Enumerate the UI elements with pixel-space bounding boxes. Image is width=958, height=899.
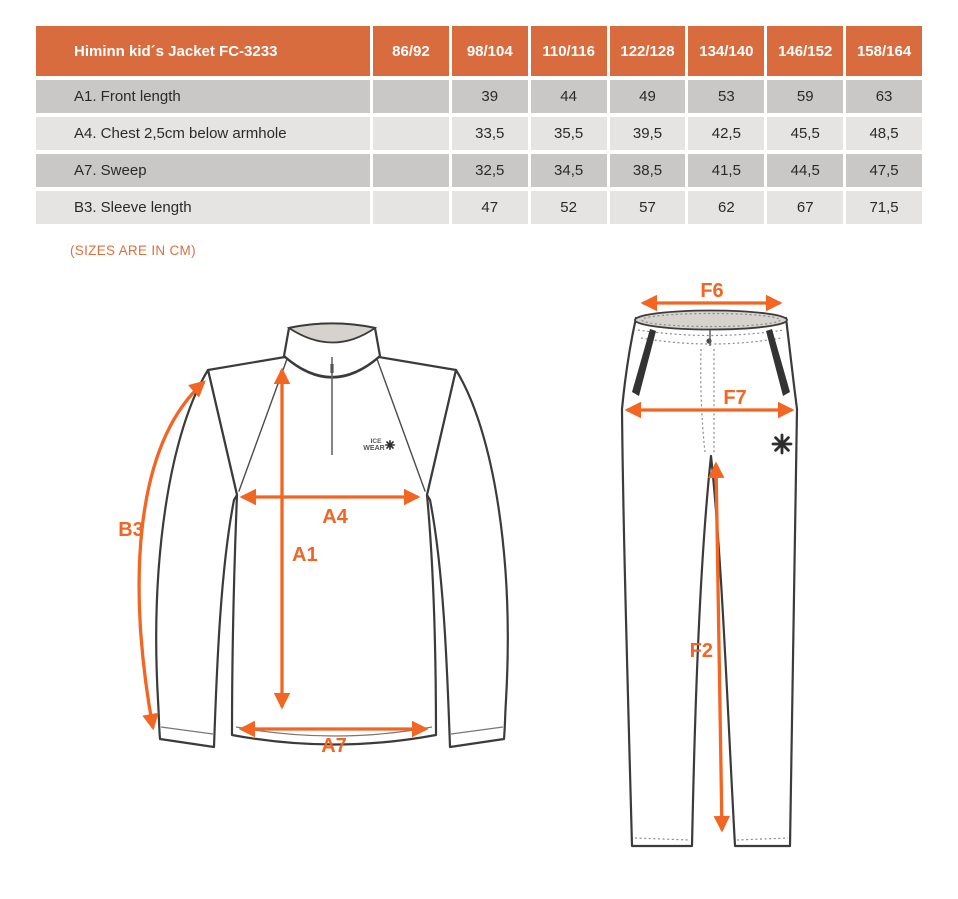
size-value-cell: 32,5 (452, 154, 528, 187)
size-value-cell: 59 (767, 80, 843, 113)
label-f7: F7 (723, 387, 747, 409)
size-value-cell: 38,5 (610, 154, 686, 187)
label-a4: A4 (322, 506, 348, 528)
label-f2: F2 (689, 640, 713, 662)
logo-text-line2: WEAR (363, 445, 385, 452)
size-value-cell: 39,5 (610, 117, 686, 150)
pants-diagram (622, 280, 797, 846)
size-value-cell (373, 191, 449, 224)
logo-text-line1: ICE (370, 438, 382, 445)
row-label-cell: A1. Front length (36, 80, 370, 113)
snowflake-icon (386, 441, 394, 449)
size-value-cell: 35,5 (531, 117, 607, 150)
size-header-cell: 86/92 (373, 26, 449, 76)
size-header-cell: 98/104 (452, 26, 528, 76)
size-value-cell: 45,5 (767, 117, 843, 150)
waist-button (706, 338, 711, 343)
size-value-cell (373, 80, 449, 113)
label-a1: A1 (292, 544, 318, 566)
size-value-cell: 53 (688, 80, 764, 113)
zipper-pull (330, 364, 333, 373)
sizes-note: (SIZES ARE IN CM) (70, 243, 196, 258)
size-value-cell: 71,5 (846, 191, 922, 224)
label-f6: F6 (700, 280, 724, 302)
product-name-cell: Himinn kid´s Jacket FC-3233 (36, 26, 370, 76)
row-label-cell: A7. Sweep (36, 154, 370, 187)
size-value-cell: 41,5 (688, 154, 764, 187)
row-label-cell: B3. Sleeve length (36, 191, 370, 224)
size-value-cell: 62 (688, 191, 764, 224)
size-chart-table (36, 26, 922, 224)
size-value-cell: 67 (767, 191, 843, 224)
size-value-cell (373, 154, 449, 187)
size-value-cell: 63 (846, 80, 922, 113)
size-value-cell: 47 (452, 191, 528, 224)
size-header-cell: 134/140 (688, 26, 764, 76)
size-value-cell: 44 (531, 80, 607, 113)
snowflake-icon (773, 435, 791, 453)
row-label-cell: A4. Chest 2,5cm below armhole (36, 117, 370, 150)
size-value-cell: 34,5 (531, 154, 607, 187)
size-value-cell: 52 (531, 191, 607, 224)
size-value-cell (373, 117, 449, 150)
size-value-cell: 48,5 (846, 117, 922, 150)
jacket-diagram (118, 324, 508, 758)
size-header-cell: 122/128 (610, 26, 686, 76)
pants-outline (622, 318, 797, 846)
size-value-cell: 44,5 (767, 154, 843, 187)
size-header-cell: 146/152 (767, 26, 843, 76)
size-value-cell: 33,5 (452, 117, 528, 150)
size-header-cell: 158/164 (846, 26, 922, 76)
garment-diagrams (0, 270, 958, 894)
size-value-cell: 49 (610, 80, 686, 113)
label-b3: B3 (118, 519, 144, 541)
size-value-cell: 57 (610, 191, 686, 224)
size-value-cell: 47,5 (846, 154, 922, 187)
size-value-cell: 42,5 (688, 117, 764, 150)
label-a7: A7 (321, 735, 347, 757)
size-value-cell: 39 (452, 80, 528, 113)
size-header-cell: 110/116 (531, 26, 607, 76)
